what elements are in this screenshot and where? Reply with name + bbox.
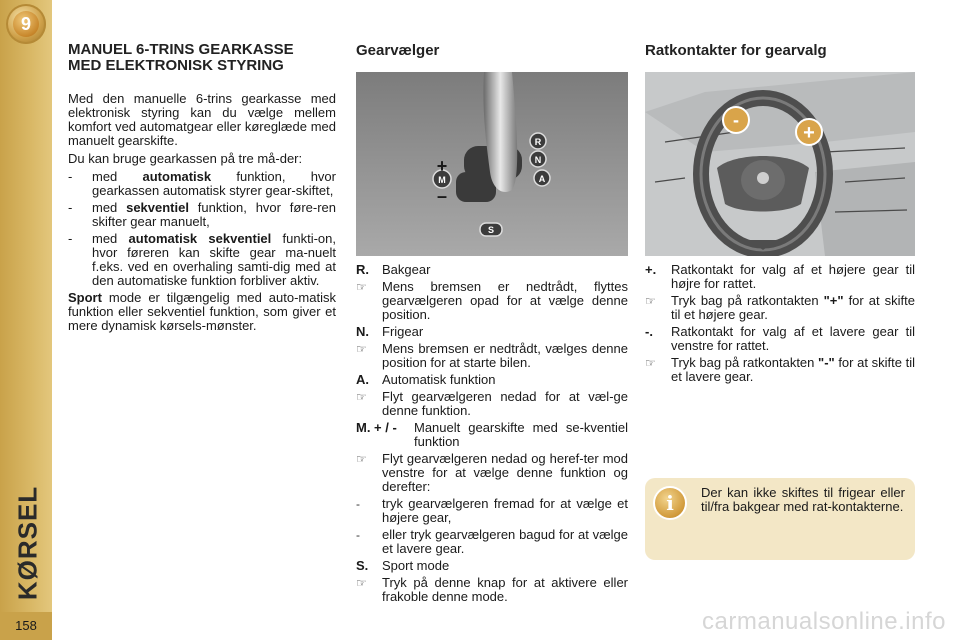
- gear-selector-image: [356, 72, 628, 256]
- gear-label-plus: +: [436, 156, 448, 176]
- info-note-text: Der kan ikke skiftes til frigear eller til/fra bakgear med rat-kontakterne.: [701, 485, 905, 514]
- list-item: ☞ Tryk bag på ratkontakten "-" for at skifte til et lavere gear.: [645, 355, 915, 384]
- list-item: +. Ratkontakt for valg af et højere gear til højre for rattet.: [645, 262, 915, 291]
- gear-label-a: A: [538, 174, 546, 184]
- list-item: N. Frigear: [356, 324, 424, 339]
- list-item: - tryk gearvælgeren fremad for at vælge et højere gear,: [356, 496, 628, 525]
- pointing-hand-icon: ☞: [645, 294, 656, 308]
- gear-label-r: R: [534, 137, 542, 147]
- pointing-hand-icon: ☞: [356, 452, 367, 466]
- chapter-number: 9: [13, 11, 39, 37]
- section-title-line1: MANUEL 6-TRINS GEARKASSE: [68, 41, 294, 58]
- sport-paragraph: Sport mode er tilgængelig med auto-matisk funktion eller sekventiel funktion, som giver et mere dynamisk kørsels-mønster.: [68, 290, 336, 333]
- watermark: carmanualsonline.info: [702, 608, 946, 635]
- modes-intro: Du kan bruge gearkassen på tre må-der:: [68, 151, 303, 166]
- section-title-line2: MED ELEKTRONISK STYRING: [68, 57, 284, 74]
- list-item: A. Automatisk funktion: [356, 372, 496, 387]
- chapter-badge-icon: [6, 4, 46, 44]
- pointing-hand-icon: ☞: [356, 390, 367, 404]
- gear-label-minus: –: [436, 186, 448, 206]
- chapter-title-text: KØRSEL: [12, 485, 43, 601]
- info-icon: i: [653, 486, 687, 520]
- gear-label-s: S: [487, 225, 495, 235]
- page-number: 158: [0, 612, 52, 640]
- column-intro: [68, 40, 336, 337]
- paddle-minus-label: -: [733, 110, 739, 130]
- intro-paragraph: Med den manuelle 6-trins gearkasse med elektronisk styring kan du vælge mellem komfort ved automatgear eller køreglæde med manuelt gearskifte.: [68, 91, 336, 148]
- steering-paddles-title: Ratkontakter for gearvalg: [645, 42, 827, 59]
- chapter-title: [8, 485, 48, 601]
- mode-item: - med automatisk sekventiel funkti-on, hvor føreren kan skifte gear ma-nuelt f.eks. ved en overhaling samti-dig med at den automatiske funktion forbliver aktiv.: [68, 231, 336, 288]
- list-item: M. + / - Manuelt gearskifte med se-kventiel funktion: [356, 420, 628, 449]
- gear-selector-list: [356, 263, 628, 607]
- modes-list: [68, 170, 336, 288]
- paddle-plus-label: +: [803, 122, 815, 144]
- steering-paddles-list: [645, 263, 915, 387]
- gear-label-n: N: [534, 155, 542, 165]
- list-item: - eller tryk gearvælgeren bagud for at vælge et lavere gear.: [356, 527, 628, 556]
- gear-selector-title: Gearvælger: [356, 42, 440, 59]
- list-item: R. Bakgear: [356, 262, 431, 277]
- list-item: ☞ Flyt gearvælgeren nedad og heref-ter mod venstre for at vælge denne funktion og derefter:: [356, 451, 628, 494]
- mode-item: - med automatisk funktion, hvor gearkassen automatisk styrer gear-skiftet,: [68, 169, 336, 198]
- gear-label-m: M: [438, 175, 446, 185]
- pointing-hand-icon: ☞: [645, 356, 656, 370]
- list-item: ☞ Tryk bag på ratkontakten "+" for at skifte til et højere gear.: [645, 293, 915, 322]
- mode-item: - med sekventiel funktion, hvor føre-ren skifter gear manuelt,: [68, 200, 337, 229]
- list-item: ☞ Flyt gearvælgeren nedad for at væl-ge denne funktion.: [356, 389, 628, 418]
- list-item: S. Sport mode: [356, 558, 450, 573]
- pointing-hand-icon: ☞: [356, 280, 367, 294]
- pointing-hand-icon: ☞: [356, 576, 367, 590]
- list-item: ☞ Tryk på denne knap for at aktivere eller frakoble denne mode.: [356, 575, 628, 604]
- list-item: ☞ Mens bremsen er nedtrådt, flyttes gearvælgeren opad for at vælge denne position.: [356, 279, 628, 322]
- chapter-sidebar: [0, 0, 52, 640]
- list-item: ☞ Mens bremsen er nedtrådt, vælges denne position for at starte bilen.: [356, 341, 628, 370]
- section-title: [68, 42, 336, 74]
- list-item: -. Ratkontakt for valg af et lavere gear til venstre for rattet.: [645, 324, 915, 353]
- info-note-box: [645, 478, 915, 560]
- steering-wheel-image: [645, 72, 915, 256]
- pointing-hand-icon: ☞: [356, 342, 367, 356]
